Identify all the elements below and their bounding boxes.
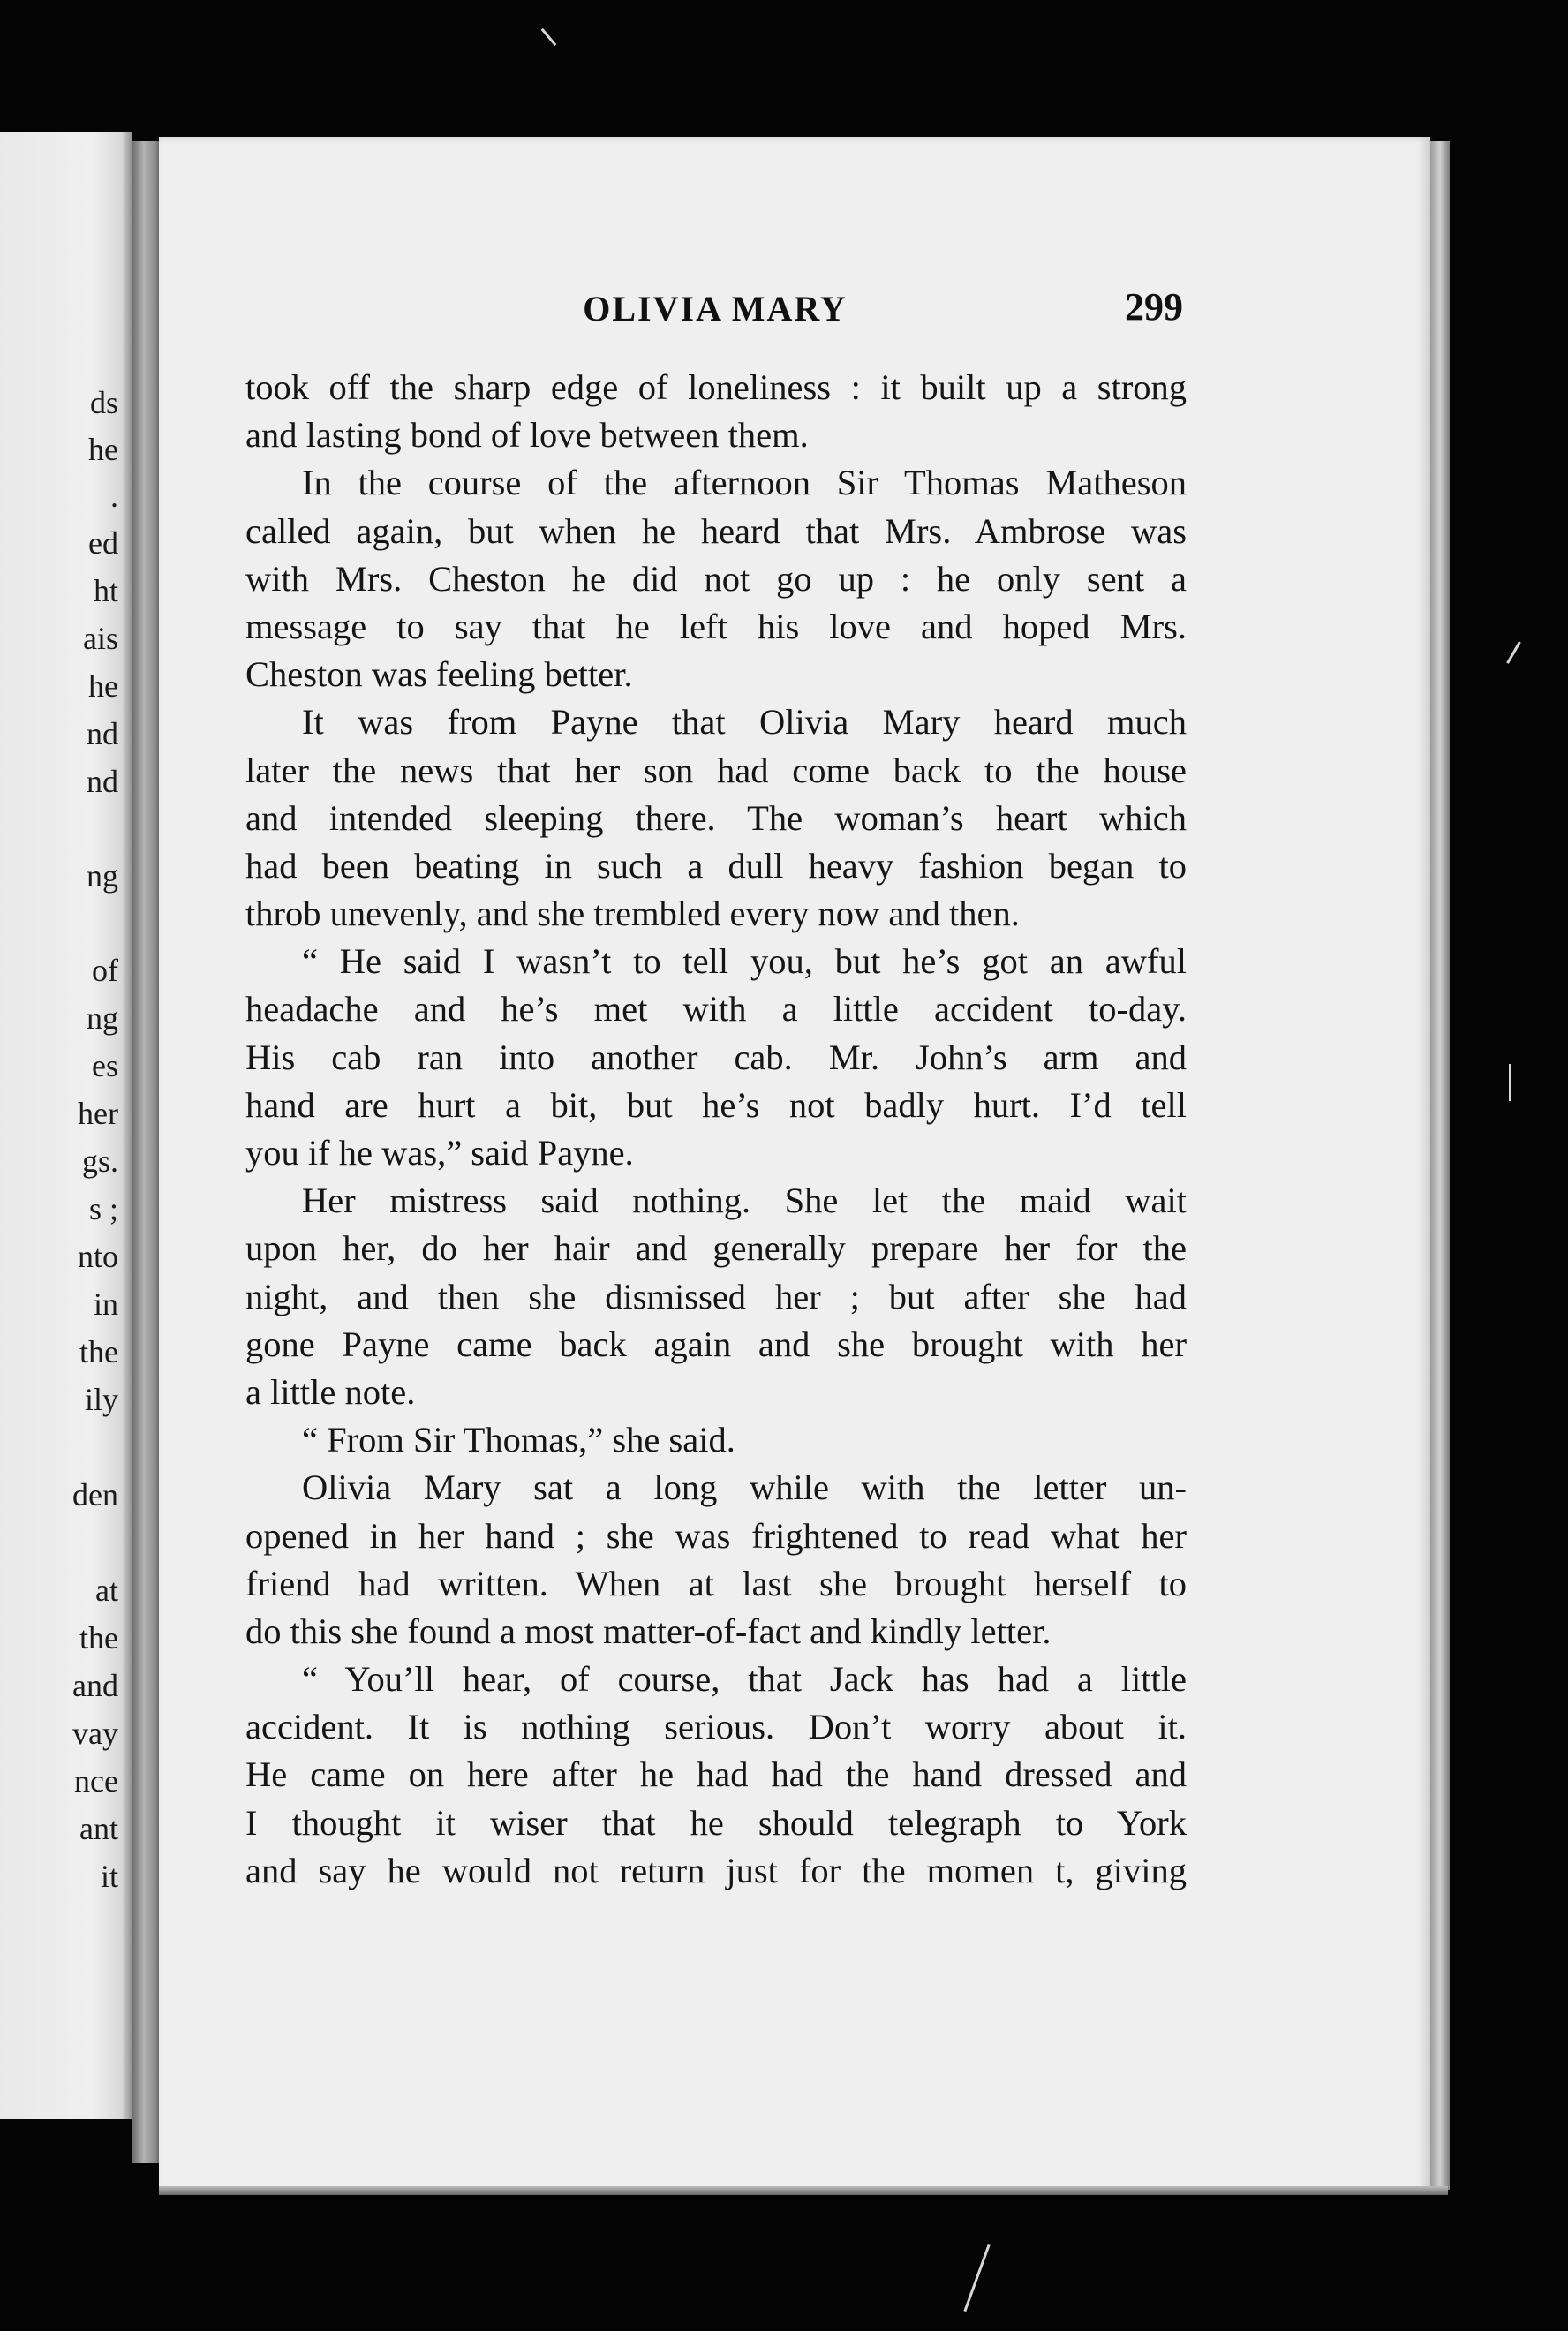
text-line: He came on here after he had had the hand dressed and xyxy=(245,1754,1187,1795)
left-page-fragment: gs. xyxy=(81,1143,118,1179)
page-edge xyxy=(1430,141,1450,2190)
left-page-fragment: he xyxy=(88,668,118,704)
text-line: a little note. xyxy=(245,1371,416,1412)
left-page-fragment: s ; xyxy=(88,1191,118,1226)
left-page-fragment: den xyxy=(72,1477,118,1513)
left-page-fragment: in xyxy=(93,1286,118,1322)
text-line: hand are hurt a bit, but he’s not badly hurt. I’d tell xyxy=(245,1084,1187,1125)
left-page-text xyxy=(0,132,132,2119)
left-page-fragment: the xyxy=(79,1620,118,1656)
text-line: later the news that her son had come back to the house xyxy=(245,750,1187,790)
left-page-fragment: her xyxy=(78,1096,118,1131)
left-page-fragment: of xyxy=(92,953,118,988)
text-line: you if he was,” said Payne. xyxy=(245,1133,634,1173)
page-header xyxy=(247,281,1183,334)
left-page-fragment: nto xyxy=(77,1239,118,1274)
text-line: It was from Payne that Olivia Mary heard much xyxy=(302,702,1187,743)
left-page-fragment: ng xyxy=(87,1000,118,1036)
scan-mark xyxy=(963,2244,990,2312)
text-line: throb unevenly, and she trembled every now and then. xyxy=(245,894,1020,934)
text-line: opened in her hand ; she was frightened to read what her xyxy=(245,1515,1187,1556)
page-bottom-edge xyxy=(159,2186,1448,2195)
left-page-fragment: ant xyxy=(79,1811,118,1846)
left-page-fragment: ng xyxy=(87,858,118,894)
text-line: “ He said I wasn’t to tell you, but he’s got an awful xyxy=(302,941,1187,982)
text-line: I thought it wiser that he should telegraph to York xyxy=(245,1802,1187,1843)
scan-mark xyxy=(541,28,557,46)
text-line: headache and he’s met with a little accident to-day. xyxy=(245,989,1187,1030)
text-line: accident. It is nothing serious. Don’t worry about it. xyxy=(245,1707,1187,1747)
book-gutter xyxy=(132,141,161,2163)
left-page-fragment: nd xyxy=(87,716,118,751)
running-head: OLIVIA MARY xyxy=(583,289,848,328)
text-line: took off the sharp edge of loneliness : it built up a strong xyxy=(245,367,1187,407)
left-page-fragment: es xyxy=(92,1048,118,1083)
left-page-fragment: ed xyxy=(88,525,118,561)
text-line: had been beating in such a dull heavy fashion began to xyxy=(245,845,1187,886)
left-page-fragment: ily xyxy=(84,1382,118,1417)
left-page-fragment: nd xyxy=(87,764,118,799)
body-text xyxy=(245,364,1187,1895)
text-line: friend had written. When at last she brought herself to xyxy=(245,1563,1187,1603)
text-line: and intended sleeping there. The woman’s heart which xyxy=(245,797,1187,838)
text-line: gone Payne came back again and she brought with her xyxy=(245,1324,1187,1364)
left-page-fragment: ds xyxy=(89,385,118,420)
text-line: and lasting bond of love between them. xyxy=(245,415,809,456)
left-page-fragment: he xyxy=(88,432,118,467)
text-line: and say he would not return just for the momen t, giving xyxy=(245,1850,1187,1890)
left-page-fragment: vay xyxy=(72,1716,118,1751)
text-line: night, and then she dismissed her ; but after she had xyxy=(245,1276,1187,1316)
text-line: Cheston was feeling better. xyxy=(245,654,633,695)
text-line: In the course of the afternoon Sir Thomas Matheson xyxy=(302,463,1187,503)
scan-mark xyxy=(1509,1064,1511,1101)
text-line: “ You’ll hear, of course, that Jack has had a little xyxy=(302,1659,1187,1700)
left-page-fragment: . xyxy=(110,479,118,514)
text-line: “ From Sir Thomas,” she said. xyxy=(302,1420,735,1460)
left-page-fragment: and xyxy=(72,1668,118,1703)
left-page xyxy=(0,132,132,2119)
text-line: upon her, do her hair and generally prepare her for the xyxy=(245,1228,1187,1269)
left-page-fragment: at xyxy=(95,1573,118,1608)
left-page-fragment: the xyxy=(79,1334,118,1369)
left-page-fragment: ht xyxy=(93,573,118,608)
text-line: Her mistress said nothing. She let the maid wait xyxy=(302,1181,1187,1221)
text-line: with Mrs. Cheston he did not go up : he only sent a xyxy=(245,558,1187,599)
text-line: Olivia Mary sat a long while with the letter un- xyxy=(302,1467,1187,1508)
left-page-fragment: it xyxy=(100,1859,118,1894)
text-line: called again, but when he heard that Mrs. Ambrose was xyxy=(245,510,1187,551)
scan-mark xyxy=(1506,641,1521,664)
left-page-fragment: ais xyxy=(83,621,118,656)
page-number: 299 xyxy=(1125,285,1183,328)
left-page-fragment: nce xyxy=(74,1763,118,1799)
text-line: message to say that he left his love and hoped Mrs. xyxy=(245,606,1187,646)
text-line: do this she found a most matter-of-fact and kindly letter. xyxy=(245,1611,1052,1651)
text-line: His cab ran into another cab. Mr. John’s arm and xyxy=(245,1037,1187,1077)
